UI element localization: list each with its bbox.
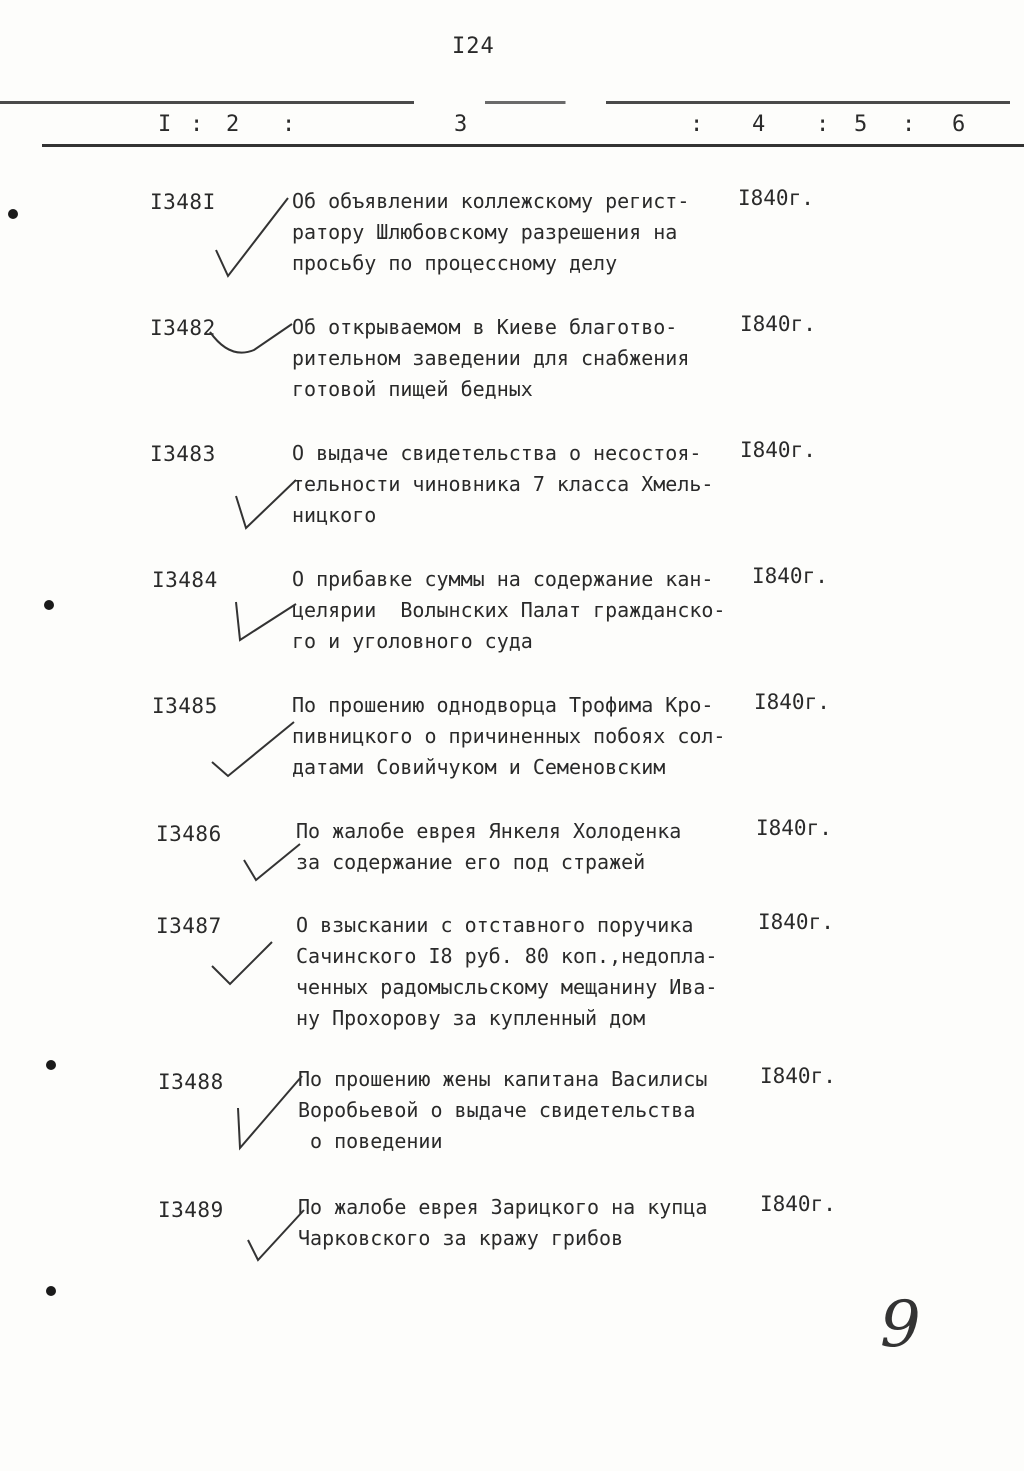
column-header-1: I xyxy=(158,112,172,137)
check-mark-icon xyxy=(240,840,304,884)
entry-year: I840г. xyxy=(760,1064,836,1088)
check-mark-icon xyxy=(208,718,298,780)
entry-title: По прошению однодворца Трофима Кро- пивницкого о причиненных побоях сол- датами Совийчуком и Семеновским xyxy=(292,693,726,779)
entry-number: I3486 xyxy=(156,822,222,846)
column-separator: : xyxy=(282,112,296,137)
entry-title: По жалобе еврея Янкеля Холоденка за содержание его под стражей xyxy=(296,819,682,874)
punch-hole xyxy=(46,1060,56,1070)
entry-title: По прошению жены капитана Василисы Воробьевой о выдаче свидетельства о поведении xyxy=(298,1067,708,1153)
entry-year: I840г. xyxy=(758,910,834,934)
column-separator: : xyxy=(190,112,204,137)
check-mark-icon xyxy=(206,318,296,358)
column-header-3: 3 xyxy=(454,112,468,137)
check-mark-icon xyxy=(230,476,300,536)
punch-hole xyxy=(44,600,54,610)
column-separator: : xyxy=(902,112,916,137)
entry-year: I840г. xyxy=(754,690,830,714)
entry-title: Об объявлении коллежскому регист- ратору Шлюбовскому разрешения на просьбу по процессному делу xyxy=(292,189,690,275)
page-number: I24 xyxy=(452,34,495,59)
entry-title: О прибавке суммы на содержание кан- целярии Волынских Палат гражданско- го и уголовного суда xyxy=(292,567,726,653)
punch-hole xyxy=(46,1286,56,1296)
check-mark-icon xyxy=(230,1072,306,1152)
column-header-5: 5 xyxy=(854,112,868,137)
column-header-4: 4 xyxy=(752,112,766,137)
entry-number: I3483 xyxy=(150,442,216,466)
entry-year: I840г. xyxy=(738,186,814,210)
entry-number: I3489 xyxy=(158,1198,224,1222)
entry-number: I348I xyxy=(150,190,216,214)
entry-number: I3482 xyxy=(150,316,216,340)
column-header-6: 6 xyxy=(952,112,966,137)
sheet-number: 9 xyxy=(880,1288,921,1362)
column-separator: : xyxy=(690,112,704,137)
entry-year: I840г. xyxy=(760,1192,836,1216)
entry-number: I3487 xyxy=(156,914,222,938)
entry-title: Об открываемом в Киеве благотво- рительном заведении для снабжения готовой пищей бедных xyxy=(292,315,690,401)
entry-number: I3485 xyxy=(152,694,218,718)
entry-title: По жалобе еврея Зарицкого на купца Чарковского за кражу грибов xyxy=(298,1195,708,1250)
entry-number: I3484 xyxy=(152,568,218,592)
header-rule-top xyxy=(0,101,1010,104)
column-separator: : xyxy=(816,112,830,137)
check-mark-icon xyxy=(208,936,278,990)
entry-title: О взыскании с отставного поручика Сачинского I8 руб. 80 коп.,недопла- ченных радомысльскому мещанину Ива- ну Прохорову за купленный дом xyxy=(296,913,718,1030)
header-rule-bottom xyxy=(42,144,1024,147)
check-mark-icon xyxy=(230,598,300,648)
entry-year: I840г. xyxy=(756,816,832,840)
entry-year: I840г. xyxy=(752,564,828,588)
entry-year: I840г. xyxy=(740,438,816,462)
entry-title: О выдаче свидетельства о несостоя- тельности чиновника 7 класса Хмель- ницкого xyxy=(292,441,714,527)
punch-hole xyxy=(8,209,18,219)
check-mark-icon xyxy=(244,1206,308,1264)
check-mark-icon xyxy=(212,192,292,282)
entry-year: I840г. xyxy=(740,312,816,336)
column-header-2: 2 xyxy=(226,112,240,137)
entry-number: I3488 xyxy=(158,1070,224,1094)
